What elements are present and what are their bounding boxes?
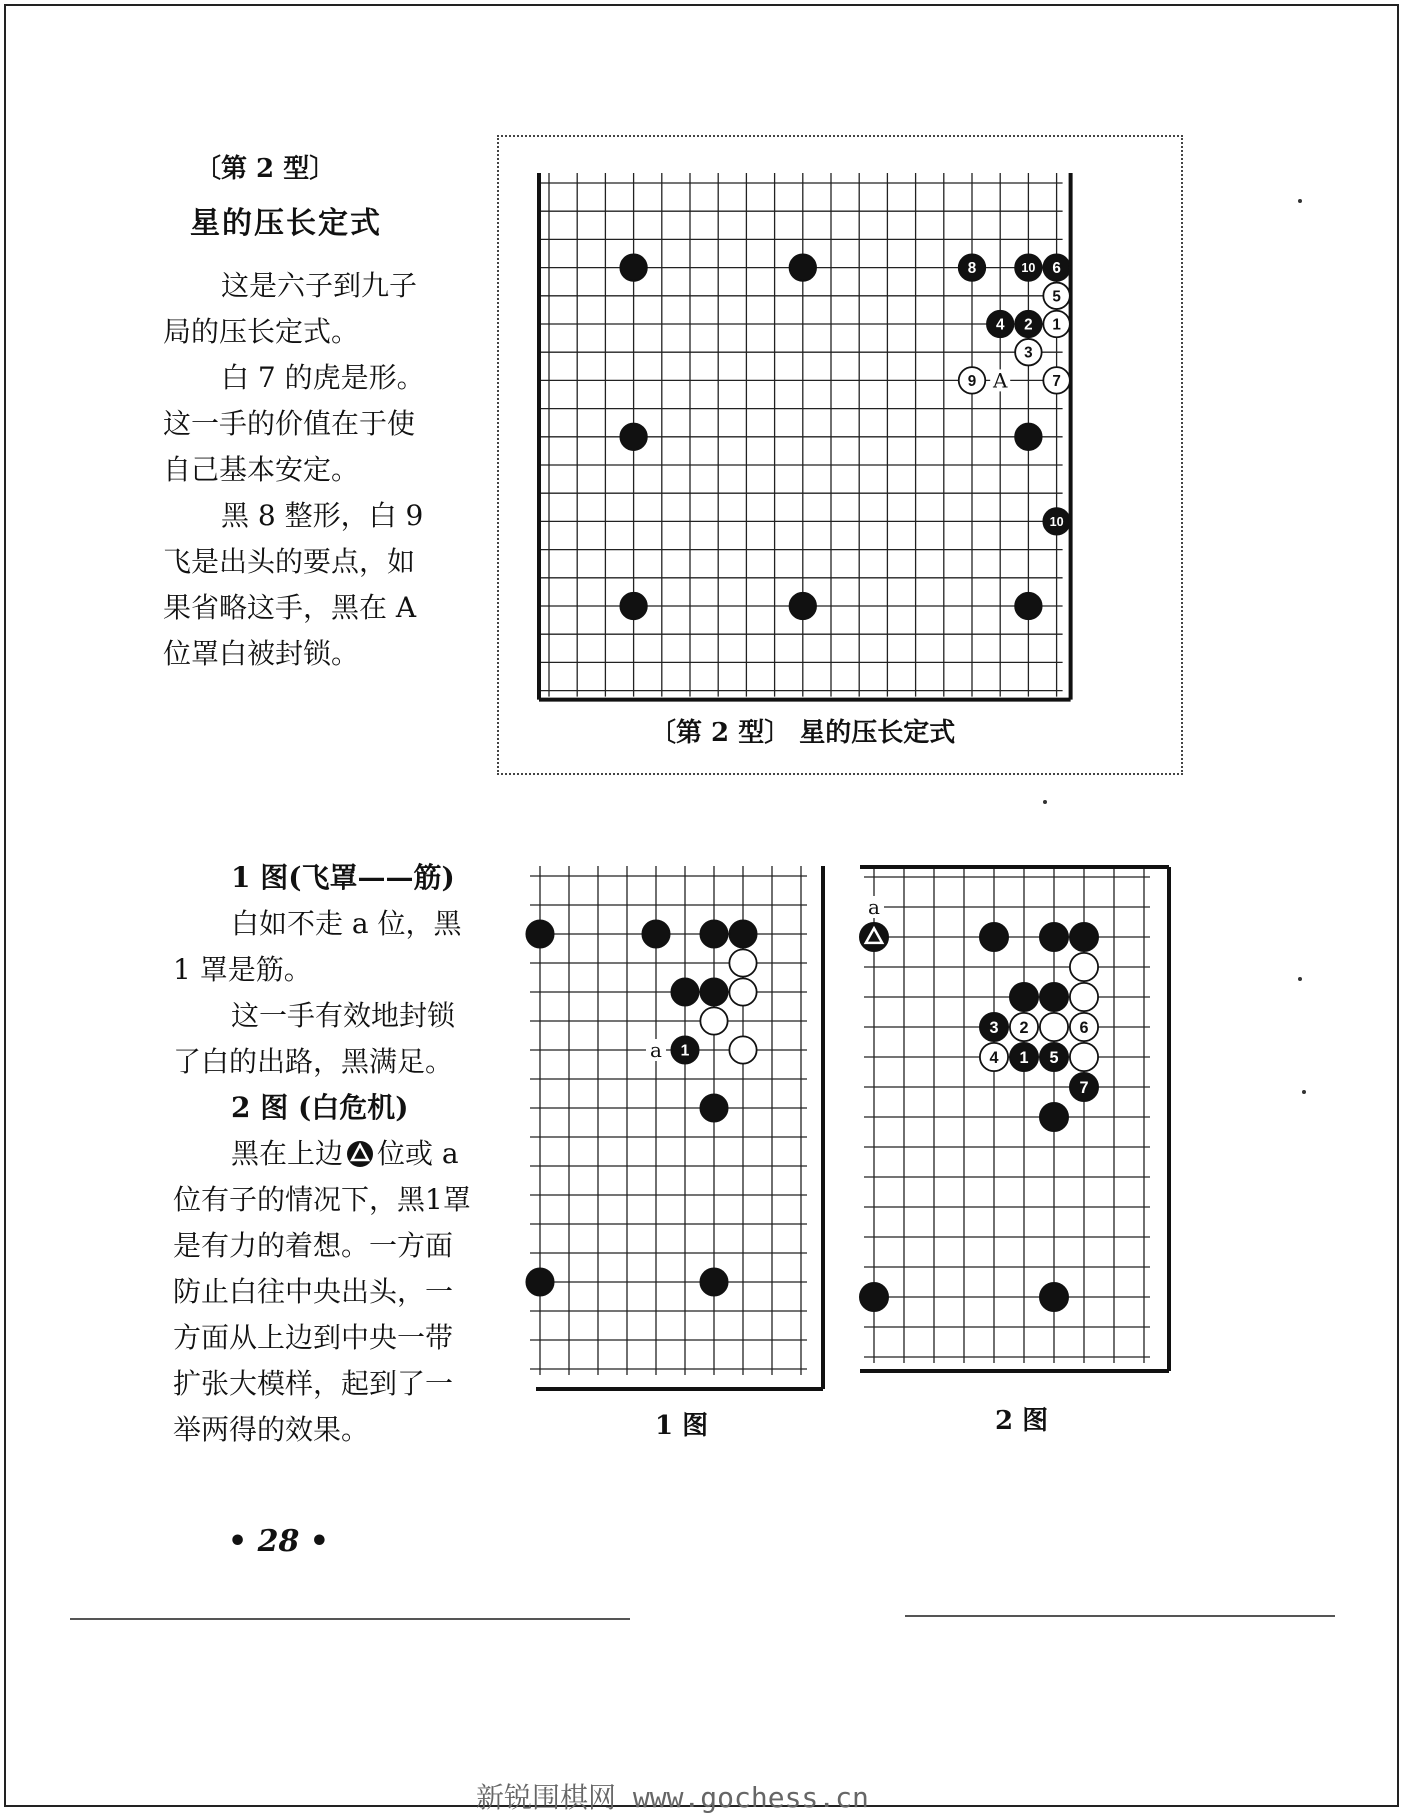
stone-move-number: 1 bbox=[680, 1042, 690, 1060]
intro-line: 这一手的价值在于使 bbox=[163, 407, 416, 440]
stone-move-number: 1 bbox=[1052, 316, 1061, 334]
stone-move-number: 2 bbox=[1024, 316, 1033, 334]
stone-move-number: 8 bbox=[967, 260, 977, 278]
stone-move-number: 3 bbox=[989, 1018, 999, 1037]
stone-move-number: 1 bbox=[1019, 1048, 1029, 1067]
scan-speck bbox=[1298, 977, 1302, 981]
point-marker-label: a bbox=[650, 1038, 662, 1062]
bottom-rule-right bbox=[905, 1615, 1335, 1617]
stone-move-number: 6 bbox=[1052, 260, 1061, 278]
black-stone bbox=[980, 1013, 1008, 1041]
intro-text bbox=[163, 263, 425, 677]
page-number: • 28 • bbox=[228, 1524, 329, 1559]
black-stone bbox=[700, 920, 727, 947]
intro-line: 黑 8 整形，白 9 bbox=[221, 499, 424, 532]
intro-line: 飞是出头的要点，如 bbox=[163, 545, 416, 578]
notes-fragment: 黑在上边 bbox=[231, 1137, 344, 1170]
stone-move-number: 3 bbox=[1024, 344, 1033, 362]
black-stone bbox=[1040, 1043, 1068, 1071]
notes-line bbox=[173, 1131, 471, 1177]
white-stone bbox=[729, 978, 756, 1005]
black-stone bbox=[620, 593, 647, 620]
black-stone bbox=[700, 1094, 727, 1121]
black-stone bbox=[1043, 508, 1070, 535]
notes-fragment: 位或 a bbox=[377, 1137, 459, 1170]
white-stone bbox=[1070, 1013, 1098, 1041]
notes-line: 了白的出路，黑满足。 bbox=[173, 1045, 454, 1078]
section-type-label: 〔第 2 型〕 bbox=[195, 154, 336, 184]
white-stone bbox=[1043, 367, 1070, 394]
white-stone bbox=[1070, 953, 1098, 981]
black-stone bbox=[860, 923, 888, 951]
figure-one-caption: 1 图 bbox=[655, 1411, 709, 1441]
figure-two-go-board bbox=[860, 863, 1185, 1393]
notes-line: 是有力的着想。一方面 bbox=[173, 1229, 454, 1262]
black-stone bbox=[1040, 983, 1068, 1011]
stone-move-number: 9 bbox=[967, 372, 977, 390]
scan-speck bbox=[1302, 1090, 1306, 1094]
white-stone bbox=[1070, 983, 1098, 1011]
main-go-board bbox=[545, 178, 1133, 708]
intro-line: 果省略这手，黑在 A bbox=[163, 591, 417, 624]
stone-move-number: 10 bbox=[1049, 514, 1064, 529]
figure-one-go-board bbox=[526, 868, 844, 1398]
black-stone bbox=[1010, 1043, 1038, 1071]
stone-move-number: 7 bbox=[1079, 1078, 1089, 1097]
black-stone bbox=[1015, 593, 1042, 620]
notes-line: 位有子的情况下，黑1罩 bbox=[173, 1183, 471, 1216]
black-stone bbox=[1015, 424, 1042, 451]
black-stone bbox=[1043, 254, 1070, 281]
black-stone bbox=[987, 311, 1014, 338]
black-stone bbox=[1040, 1283, 1068, 1311]
white-stone bbox=[1010, 1013, 1038, 1041]
black-stone bbox=[1070, 1073, 1098, 1101]
white-stone bbox=[1040, 1013, 1068, 1041]
black-stone bbox=[526, 920, 553, 947]
scan-speck bbox=[1043, 800, 1047, 804]
black-stone bbox=[860, 1283, 888, 1311]
black-triangle-stone-icon bbox=[345, 1140, 375, 1168]
figure-two-caption: 2 图 bbox=[995, 1406, 1049, 1436]
stone-move-number: 2 bbox=[1019, 1018, 1029, 1037]
notes-line: 方面从上边到中央一带 bbox=[173, 1321, 454, 1354]
notes-line: 举两得的效果。 bbox=[173, 1413, 370, 1446]
black-stone bbox=[959, 254, 986, 281]
black-stone bbox=[671, 978, 698, 1005]
stone-move-number: 4 bbox=[989, 1048, 999, 1067]
black-stone bbox=[790, 254, 817, 281]
black-stone bbox=[642, 920, 669, 947]
notes-line: 白如不走 a 位，黑 bbox=[231, 907, 462, 940]
point-marker-label: a bbox=[868, 895, 880, 919]
stone-move-number: 5 bbox=[1049, 1048, 1059, 1067]
black-stone bbox=[700, 978, 727, 1005]
white-stone bbox=[980, 1043, 1008, 1071]
black-stone bbox=[1015, 311, 1042, 338]
point-marker-label: A bbox=[992, 368, 1008, 393]
white-stone bbox=[959, 367, 986, 394]
intro-line: 自己基本安定。 bbox=[163, 453, 360, 486]
stone-move-number: 7 bbox=[1052, 372, 1061, 390]
intro-line: 白 7 的虎是形。 bbox=[221, 361, 425, 394]
notes-line: 防止白往中央出头，一 bbox=[173, 1275, 454, 1308]
black-stone bbox=[1010, 983, 1038, 1011]
stone-move-number: 10 bbox=[1021, 261, 1036, 276]
white-stone bbox=[1043, 311, 1070, 338]
stone-move-number: 4 bbox=[995, 316, 1005, 334]
black-stone bbox=[1040, 923, 1068, 951]
black-stone bbox=[620, 254, 647, 281]
scan-speck bbox=[1298, 199, 1302, 203]
figure-two-heading: 2 图 (白危机) bbox=[231, 1091, 409, 1124]
bottom-rule-left bbox=[70, 1618, 630, 1620]
black-stone bbox=[790, 593, 817, 620]
white-stone bbox=[1015, 339, 1042, 366]
black-stone bbox=[700, 1268, 727, 1295]
notes-line: 1 罩是筋。 bbox=[173, 953, 312, 986]
white-stone bbox=[729, 1036, 756, 1063]
stone-move-number: 5 bbox=[1052, 288, 1061, 306]
black-stone bbox=[526, 1268, 553, 1295]
black-stone bbox=[620, 424, 647, 451]
intro-line: 这是六子到九子 bbox=[221, 269, 418, 302]
white-stone bbox=[1070, 1043, 1098, 1071]
site-watermark: 新锐围棋网 www.gochess.cn bbox=[476, 1781, 869, 1814]
figure-notes-text bbox=[173, 855, 471, 1453]
white-stone bbox=[729, 949, 756, 976]
black-stone bbox=[1040, 1103, 1068, 1131]
main-figure-caption: 〔第 2 型〕 星的压长定式 bbox=[650, 718, 956, 748]
stone-move-number: 6 bbox=[1079, 1018, 1089, 1037]
black-stone bbox=[980, 923, 1008, 951]
notes-line: 扩张大模样，起到了一 bbox=[173, 1367, 454, 1400]
section-title: 星的压长定式 bbox=[190, 206, 382, 241]
figure-one-heading: 1 图(飞罩——筋) bbox=[231, 861, 455, 894]
black-stone bbox=[729, 920, 756, 947]
intro-line: 局的压长定式。 bbox=[163, 315, 360, 348]
white-stone bbox=[700, 1007, 727, 1034]
white-stone bbox=[1043, 283, 1070, 310]
notes-line: 这一手有效地封锁 bbox=[231, 999, 456, 1032]
black-stone bbox=[1015, 254, 1042, 281]
black-stone bbox=[1070, 923, 1098, 951]
intro-line: 位罩白被封锁。 bbox=[163, 637, 360, 670]
black-stone bbox=[671, 1036, 698, 1063]
